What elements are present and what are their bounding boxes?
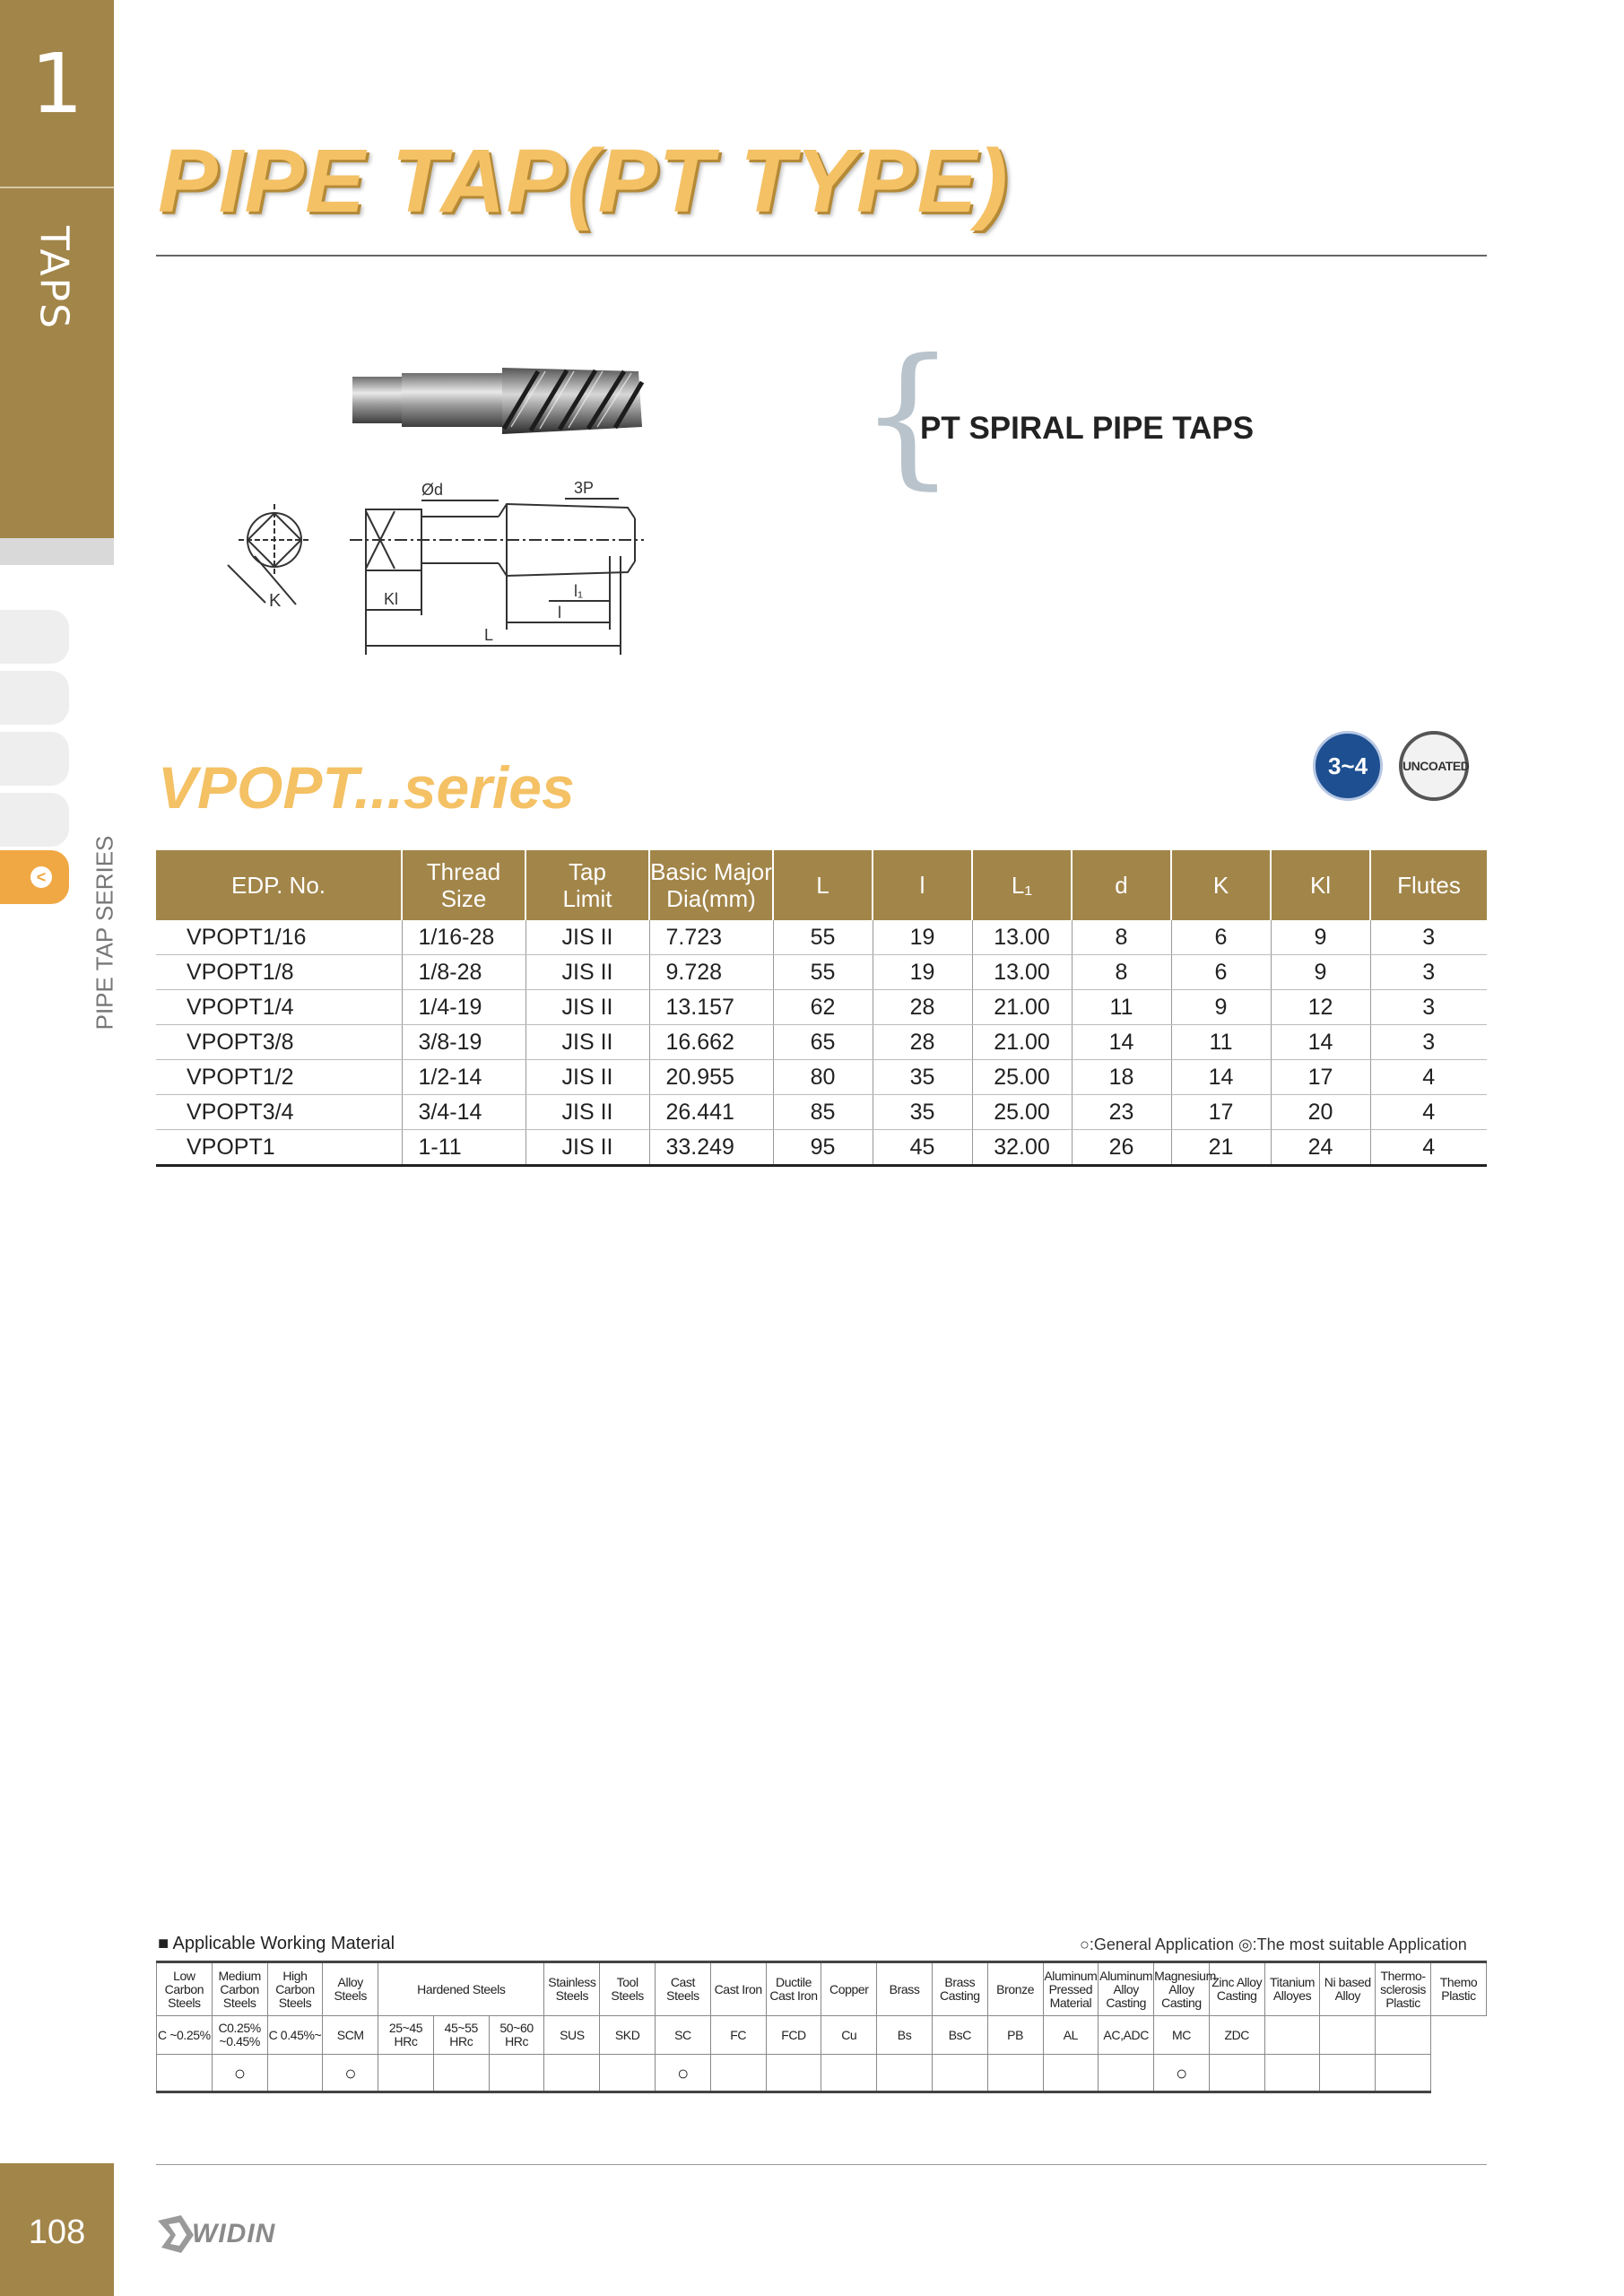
material-header-cell: Aluminum Pressed Material <box>1043 1962 1099 2016</box>
brand-logo-text: WIDIN <box>192 2219 276 2248</box>
chapter-number: 1 <box>30 36 83 132</box>
table-cell: 19 <box>873 920 972 955</box>
material-header-cell: Zinc Alloy Casting <box>1209 1962 1264 2016</box>
header-L1: L₁ <box>972 850 1072 920</box>
table-cell: 19 <box>873 955 972 990</box>
table-cell: 32.00 <box>972 1130 1072 1166</box>
material-mark-cell <box>378 2055 434 2092</box>
footer-rule <box>156 2164 1487 2165</box>
table-cell: 13.00 <box>972 920 1072 955</box>
section-label: PIPE TAP SERIES <box>91 835 118 1031</box>
material-mark-cell <box>1099 2055 1154 2092</box>
material-mark-cell: ○ <box>212 2055 267 2092</box>
material-mark-cell <box>710 2055 766 2092</box>
material-header-cell: Themo Plastic <box>1430 1962 1486 2016</box>
table-row <box>156 1025 1487 1060</box>
table-cell: 1/8-28 <box>402 955 525 990</box>
section-tab-3[interactable] <box>0 732 69 786</box>
table-cell: 13.00 <box>972 955 1072 990</box>
chevron-left-icon: < <box>30 866 52 888</box>
table-cell: 3 <box>1370 920 1487 955</box>
header-Kl: Kl <box>1271 850 1370 920</box>
material-code-cell: MC <box>1154 2016 1210 2055</box>
table-cell: 35 <box>873 1060 972 1095</box>
material-code-cell: C 0.45%~ <box>267 2016 323 2055</box>
table-cell: 8 <box>1072 955 1171 990</box>
tap-end-view <box>228 504 310 604</box>
material-header-cell: Cast Iron <box>710 1962 766 2016</box>
material-code-cell: FCD <box>766 2016 821 2055</box>
material-mark-cell <box>157 2055 213 2092</box>
table-cell: 11 <box>1072 990 1171 1025</box>
table-cell: 4 <box>1370 1095 1487 1130</box>
product-label: PT SPIRAL PIPE TAPS <box>920 411 1255 446</box>
material-mark-cell: ○ <box>1154 2055 1210 2092</box>
table-cell: 85 <box>773 1095 873 1130</box>
material-header-cell: Cast Steels <box>656 1962 711 2016</box>
sidebar-separator <box>0 538 114 565</box>
table-cell: JIS II <box>525 920 649 955</box>
table-cell: 9.728 <box>649 955 773 990</box>
material-mark-cell <box>433 2055 489 2092</box>
tap-drawing <box>215 341 682 664</box>
material-header-cell: High Carbon Steels <box>267 1962 323 2016</box>
table-cell: 17 <box>1271 1060 1370 1095</box>
table-row <box>156 1060 1487 1095</box>
material-header-cell: Titanium Alloyes <box>1264 1962 1320 2016</box>
table-row <box>156 955 1487 990</box>
edp-cell: VPOPT1/16 <box>156 920 402 955</box>
material-code-cell: C ~0.25% <box>157 2016 213 2055</box>
material-mark-cell <box>877 2055 933 2092</box>
header-basic-major-dia: Basic Major Dia(mm) <box>649 850 773 920</box>
table-cell: 7.723 <box>649 920 773 955</box>
table-cell: JIS II <box>525 1060 649 1095</box>
dim-l-label: l <box>558 604 561 622</box>
material-code-cell: Cu <box>821 2016 877 2055</box>
table-row <box>156 1095 1487 1130</box>
material-mark-cell <box>987 2055 1043 2092</box>
material-header-cell: Brass <box>877 1962 933 2016</box>
material-code-cell: AC,ADC <box>1099 2016 1154 2055</box>
header-L: L <box>773 850 873 920</box>
material-header-cell: Ductile Cast Iron <box>766 1962 821 2016</box>
table-cell: 21 <box>1171 1130 1271 1166</box>
tap-side-view <box>350 499 644 655</box>
material-code-cell: Bs <box>877 2016 933 2055</box>
table-cell: 6 <box>1171 920 1271 955</box>
table-cell: JIS II <box>525 1025 649 1060</box>
section-tab-pipe-tap[interactable] <box>0 850 69 904</box>
material-mark-cell <box>600 2055 656 2092</box>
title-rule <box>156 255 1487 257</box>
material-header-cell: Stainless Steels <box>544 1962 600 2016</box>
material-mark-cell <box>267 2055 323 2092</box>
table-cell: 1/4-19 <box>402 990 525 1025</box>
table-cell: 3 <box>1370 955 1487 990</box>
table-cell: 20.955 <box>649 1060 773 1095</box>
edp-cell: VPOPT1/8 <box>156 955 402 990</box>
material-header-cell: Low Carbon Steels <box>157 1962 213 2016</box>
sidebar <box>0 0 118 2296</box>
table-cell: 65 <box>773 1025 873 1060</box>
material-code-cell: SKD <box>600 2016 656 2055</box>
table-cell: 14 <box>1171 1060 1271 1095</box>
material-code-cell: ZDC <box>1209 2016 1264 2055</box>
table-cell: 62 <box>773 990 873 1025</box>
dim-L-label: L <box>484 626 494 644</box>
table-cell: 12 <box>1271 990 1370 1025</box>
material-mark-cell <box>1264 2055 1320 2092</box>
material-code-cell: C0.25% ~0.45% <box>212 2016 267 2055</box>
table-row <box>156 1130 1487 1166</box>
table-cell: 24 <box>1271 1130 1370 1166</box>
table-cell: 1/16-28 <box>402 920 525 955</box>
table-cell: 17 <box>1171 1095 1271 1130</box>
material-header-cell: Alloy Steels <box>323 1962 378 2016</box>
header-edp: EDP. No. <box>156 850 402 920</box>
table-cell: 13.157 <box>649 990 773 1025</box>
table-cell: 14 <box>1271 1025 1370 1060</box>
table-cell: 9 <box>1271 920 1370 955</box>
header-flutes: Flutes <box>1370 850 1487 920</box>
table-cell: 3/4-14 <box>402 1095 525 1130</box>
material-code-cell: 45~55 HRc <box>433 2016 489 2055</box>
material-code-cell: BsC <box>932 2016 987 2055</box>
material-mark-cell <box>766 2055 821 2092</box>
series-title: VPOPT...series <box>158 754 575 821</box>
material-code-cell: SCM <box>323 2016 378 2055</box>
section-tab-4[interactable] <box>0 793 69 847</box>
material-header-cell: Ni based Alloy <box>1320 1962 1376 2016</box>
table-row <box>156 990 1487 1025</box>
uncoated-badge <box>1399 731 1469 801</box>
table-cell: 45 <box>873 1130 972 1166</box>
material-header-cell: Bronze <box>987 1962 1043 2016</box>
table-cell: 26 <box>1072 1130 1171 1166</box>
material-code-cell: 50~60 HRc <box>489 2016 544 2055</box>
material-code-cell <box>1376 2016 1431 2055</box>
material-mark-cell <box>1376 2055 1431 2092</box>
table-cell: 18 <box>1072 1060 1171 1095</box>
material-mark-cell <box>1043 2055 1099 2092</box>
header-thread-size: Thread Size <box>402 850 525 920</box>
material-code-cell <box>1320 2016 1376 2055</box>
table-cell: 55 <box>773 920 873 955</box>
table-cell: 3 <box>1370 990 1487 1025</box>
section-tab-1[interactable] <box>0 610 69 664</box>
table-row <box>156 920 1487 955</box>
material-mark-cell: ○ <box>323 2055 378 2092</box>
materials-table <box>156 1961 1487 2093</box>
header-K: K <box>1171 850 1271 920</box>
table-cell: 55 <box>773 955 873 990</box>
material-mark-cell <box>489 2055 544 2092</box>
material-mark-cell <box>821 2055 877 2092</box>
material-code-cell: AL <box>1043 2016 1099 2055</box>
table-cell: 1/2-14 <box>402 1060 525 1095</box>
table-cell: 28 <box>873 990 972 1025</box>
tap-photo <box>352 368 642 434</box>
chapter-divider <box>0 187 114 188</box>
table-cell: 21.00 <box>972 990 1072 1025</box>
edp-cell: VPOPT1/4 <box>156 990 402 1025</box>
dim-d-label: Ød <box>421 481 444 499</box>
table-cell: 8 <box>1072 920 1171 955</box>
table-cell: JIS II <box>525 955 649 990</box>
material-mark-cell: ○ <box>656 2055 711 2092</box>
table-cell: 33.249 <box>649 1130 773 1166</box>
material-header-cell: Brass Casting <box>932 1962 987 2016</box>
pitch-badge-text: 3~4 <box>1327 752 1368 779</box>
table-cell: 9 <box>1271 955 1370 990</box>
table-cell: 35 <box>873 1095 972 1130</box>
table-cell: 4 <box>1370 1060 1487 1095</box>
materials-legend: ○:General Application ◎:The most suitable Application <box>1080 1935 1467 1953</box>
material-header-cell: Magnesium Alloy Casting <box>1154 1962 1210 2016</box>
table-cell: JIS II <box>525 1130 649 1166</box>
material-header-cell: Thermo-sclerosis Plastic <box>1376 1962 1431 2016</box>
material-header-cell: Hardened Steels <box>378 1962 544 2016</box>
material-code-cell: 25~45 HRc <box>378 2016 434 2055</box>
table-cell: 4 <box>1370 1130 1487 1166</box>
section-tab-2[interactable] <box>0 671 69 725</box>
brace-icon: { <box>859 326 957 504</box>
table-cell: 1-11 <box>402 1130 525 1166</box>
table-cell: 21.00 <box>972 1025 1072 1060</box>
dim-l1-label: l₁ <box>574 582 584 600</box>
material-mark-cell <box>932 2055 987 2092</box>
header-tap-limit: Tap Limit <box>525 850 649 920</box>
uncoated-badge-text: UNCOATED <box>1403 759 1470 773</box>
table-cell: 25.00 <box>972 1060 1072 1095</box>
dim-K-label: K <box>269 591 282 611</box>
edp-cell: VPOPT1 <box>156 1130 402 1166</box>
material-mark-cell <box>544 2055 600 2092</box>
materials-title: ■ Applicable Working Material <box>158 1934 395 1953</box>
table-cell: 3 <box>1370 1025 1487 1060</box>
material-header-cell: Copper <box>821 1962 877 2016</box>
edp-cell: VPOPT1/2 <box>156 1060 402 1095</box>
spec-table-header <box>156 850 1487 920</box>
dim-kl-label: Kl <box>384 590 399 608</box>
table-cell: JIS II <box>525 990 649 1025</box>
table-cell: 3/8-19 <box>402 1025 525 1060</box>
brand-logo-icon <box>154 2212 197 2257</box>
material-header-cell: Tool Steels <box>600 1962 656 2016</box>
material-code-cell: SC <box>656 2016 711 2055</box>
header-l: l <box>873 850 972 920</box>
page-number: 108 <box>28 2213 86 2251</box>
table-cell: 26.441 <box>649 1095 773 1130</box>
header-d: d <box>1072 850 1171 920</box>
table-cell: 11 <box>1171 1025 1271 1060</box>
table-cell: 80 <box>773 1060 873 1095</box>
material-code-cell: SUS <box>544 2016 600 2055</box>
material-code-cell: PB <box>987 2016 1043 2055</box>
dim-3p-label: 3P <box>574 479 595 497</box>
table-cell: 14 <box>1072 1025 1171 1060</box>
material-code-cell: FC <box>710 2016 766 2055</box>
table-cell: 95 <box>773 1130 873 1166</box>
material-mark-cell <box>1320 2055 1376 2092</box>
table-cell: 9 <box>1171 990 1271 1025</box>
table-cell: JIS II <box>525 1095 649 1130</box>
page-title: PIPE TAP(PT TYPE) <box>158 131 1009 231</box>
table-cell: 16.662 <box>649 1025 773 1060</box>
edp-cell: VPOPT3/4 <box>156 1095 402 1130</box>
table-cell: 28 <box>873 1025 972 1060</box>
spec-table <box>156 850 1487 1167</box>
material-header-cell: Aluminum Alloy Casting <box>1099 1962 1154 2016</box>
material-mark-cell <box>1209 2055 1264 2092</box>
table-cell: 20 <box>1271 1095 1370 1130</box>
table-cell: 23 <box>1072 1095 1171 1130</box>
pitch-badge <box>1313 731 1383 801</box>
edp-cell: VPOPT3/8 <box>156 1025 402 1060</box>
table-cell: 6 <box>1171 955 1271 990</box>
table-cell: 25.00 <box>972 1095 1072 1130</box>
material-code-cell <box>1264 2016 1320 2055</box>
chapter-label: TAPS <box>30 225 77 331</box>
material-header-cell: Medium Carbon Steels <box>212 1962 267 2016</box>
